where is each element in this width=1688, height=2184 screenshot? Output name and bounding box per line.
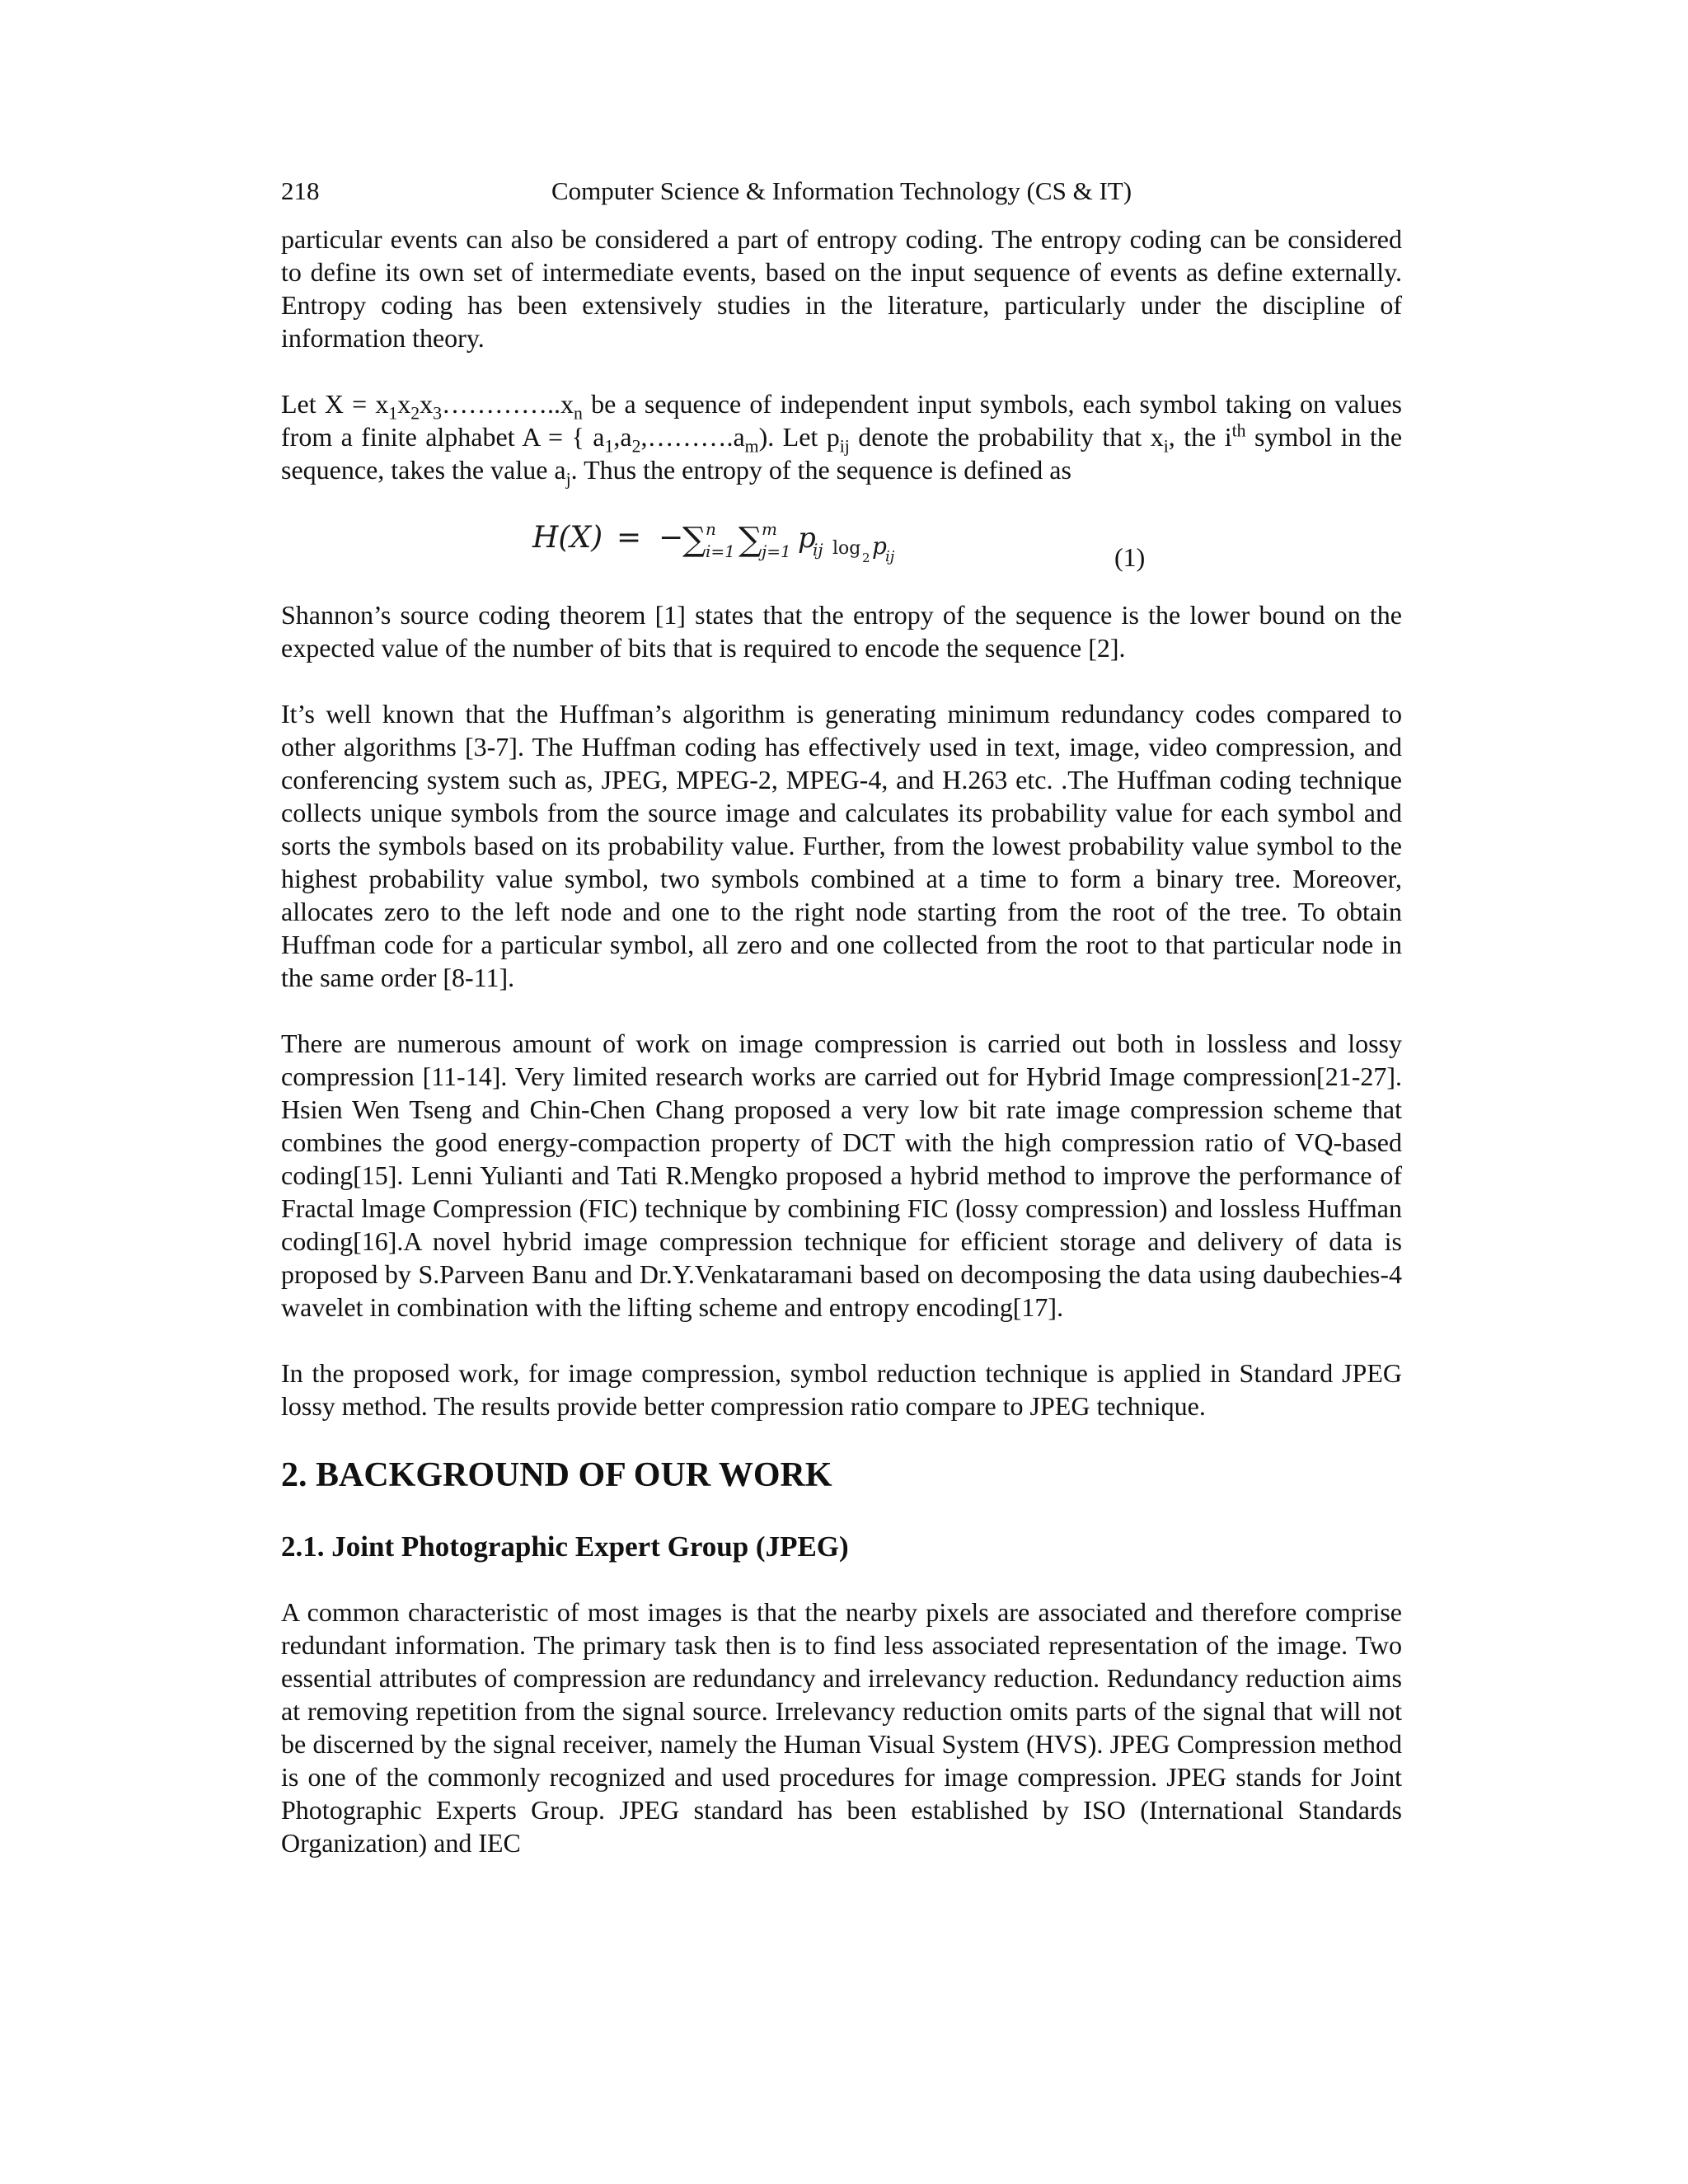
subscript: j <box>565 469 571 490</box>
formula-sum-j-lower: j=1 <box>762 541 791 561</box>
entropy-equation <box>281 513 1402 572</box>
body-text <box>281 223 1402 1892</box>
inline-text: symbol in the sequence, takes the value a <box>281 422 1403 485</box>
subscript: m <box>744 436 759 457</box>
inline-text: be a sequence of independent input symbols, each symbol taking on values from a finite alphabet A = { a <box>281 389 1403 452</box>
formula-sum-i-upper: n <box>706 519 716 539</box>
entropy-formula-image <box>531 513 992 572</box>
inline-text: Let X = x <box>281 389 389 419</box>
paragraph-entropy-coding: particular events can also be considered a part of entropy coding. The entropy coding can be considered to define its own set of intermediate events, based on the input sequence of events as define externally. Entropy coding has been extensively studies in the literature, particularly under the discipline of information theory. <box>281 224 1402 353</box>
inline-text: x <box>397 389 411 419</box>
subscript: 1 <box>604 436 614 457</box>
page-number: 218 <box>281 176 320 205</box>
formula-sum-i-lower: i=1 <box>706 541 735 561</box>
superscript: th <box>1231 420 1246 441</box>
inline-text: , the i <box>1168 422 1232 452</box>
inline-text: …………..x <box>442 389 574 419</box>
inline-text: . Thus the entropy of the sequence is defined as <box>570 455 1071 485</box>
subscript: 2 <box>631 436 641 457</box>
inline-text: ). Let p <box>758 422 840 452</box>
formula-log: log <box>832 538 861 559</box>
formula-lhs: H(X) <box>532 521 603 555</box>
formula-p-subscript: ij <box>813 540 823 560</box>
inline-text: x <box>420 389 434 419</box>
subscript: 1 <box>388 403 398 424</box>
paragraph-jpeg-background: A common characteristic of most images is that the nearby pixels are associated and therefore comprise redundant information. The primary task then is to find less associated representation of the image. Two essential attributes of compression are redundancy and irrelevancy reduction. Redundancy reduction aims at removing repetition from the signal source. Irrelevancy reduction omits parts of the signal that will not be discerned by the signal receiver, namely the Human Visual System (HVS). JPEG Compression method is one of the commonly recognized and used procedures for image compression. JPEG stands for Joint Photographic Experts Group. JPEG standard has been established by ISO (International Standards Organization) and IEC <box>281 1597 1402 1858</box>
subscript: n <box>574 403 583 424</box>
formula-sum-j-upper: m <box>762 519 777 539</box>
formula-p2: p <box>872 532 887 560</box>
formula-p: p <box>798 522 816 555</box>
inline-text: ,a <box>613 422 632 452</box>
formula-equals: = <box>617 521 642 555</box>
paragraph-huffman: It’s well known that the Huffman’s algorithm is generating minimum redundancy codes compared to other algorithms [3-7]. The Huffman coding has effectively used in text, image, video compression, and conferencing system such as, JPEG, MPEG-2, MPEG-4, and H.263 etc. .The Huffman coding technique collects unique symbols from the source image and calculates its probability value for each symbol and sorts the symbols based on its probability value. Further, from the lowest probability value symbol to the highest probability value symbol, two symbols combined at a time to form a binary tree. Moreover, allocates zero to the left node and one to the right node starting from the root of the tree. To obtain Huffman code for a particular symbol, all zero and one collected from the root to that particular node in the same order [8-11]. <box>281 699 1402 992</box>
subscript: i <box>1163 436 1169 457</box>
subscript: 3 <box>433 403 443 424</box>
page-header <box>281 175 1402 208</box>
subscript: ij <box>839 436 850 457</box>
formula-minus: − <box>659 521 684 555</box>
running-title: Computer Science & Information Technology (CS & IT) <box>551 176 1132 205</box>
formula-sum-j: ∑ <box>738 521 762 559</box>
paragraph-shannon-theorem: Shannon’s source coding theorem [1] states that the entropy of the sequence is the lower bound on the expected value of the number of bits that is required to encode the sequence [2]. <box>281 600 1402 663</box>
paragraph-related-work: There are numerous amount of work on image compression is carried out both in lossless and lossy compression [11-14]. Very limited research works are carried out for Hybrid Image compression[21-27]. Hsien Wen Tseng and Chin-Chen Chang proposed a very low bit rate image compression scheme that combines the good energy-compaction property of DCT with the high compression ratio of VQ-based coding[15]. Lenni Yulianti and Tati R.Mengko proposed a hybrid method to improve the performance of Fractal lmage Compression (FIC) technique by combining FIC (lossy compression) and lossless Huffman coding[16].A novel hybrid image compression technique for efficient storage and delivery of data is proposed by S.Parveen Banu and Dr.Y.Venkataramani based on decomposing the data using daubechies-4 wavelet in combination with the lifting scheme and entropy encoding[17]. <box>281 1029 1402 1322</box>
paragraph-proposed-work: In the proposed work, for image compression, symbol reduction technique is applied in Standard JPEG lossy method. The results provide better compression ratio compare to JPEG technique. <box>281 1358 1402 1421</box>
formula-sum-i: ∑ <box>682 521 706 559</box>
formula-log-base: 2 <box>862 551 870 565</box>
section-heading: 2. BACKGROUND OF OUR WORK <box>281 1456 832 1494</box>
equation-number: (1) <box>1114 542 1146 572</box>
paragraph-sequence-definition <box>281 387 1403 490</box>
formula-p2-subscript: ij <box>885 548 895 565</box>
inline-text: denote the probability that x <box>849 422 1164 452</box>
inline-text: ,……….a <box>640 422 745 452</box>
subscript: 2 <box>410 403 420 424</box>
subsection-heading: 2.1. Joint Photographic Expert Group (JPEG) <box>281 1530 849 1563</box>
